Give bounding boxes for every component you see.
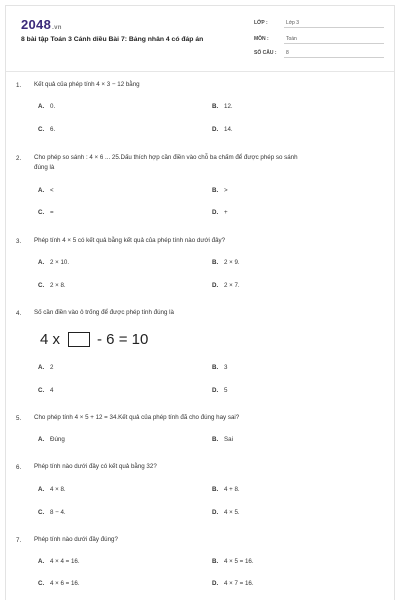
option-a[interactable]: A. 4 × 8. [38,486,66,493]
option-d[interactable]: D. 5 [212,387,228,394]
option-b[interactable]: B. Sai [212,436,233,443]
option-a[interactable]: A. < [38,187,54,194]
answer-box[interactable] [68,332,90,347]
option-a[interactable]: A. Đúng [38,436,65,443]
meta-subject: MÔN : Toán [254,34,384,44]
option-d[interactable]: D. 4 × 5. [212,509,240,516]
option-b[interactable]: B. 3 [212,364,228,371]
option-a[interactable]: A. 0. [38,103,56,110]
meta-question-count: SỐ CÂU : 8 [254,48,384,58]
option-b[interactable]: B. 2 × 9. [212,259,240,266]
meta-grade: LỚP : Lớp 3 [254,18,384,28]
option-a[interactable]: A. 2 [38,364,54,371]
option-c[interactable]: C. 4 [38,387,54,394]
option-a[interactable]: A. 4 × 4 = 16. [38,558,80,565]
option-b[interactable]: B. 4 + 8. [212,486,240,493]
site-logo[interactable]: 2048.vn [21,17,62,32]
option-b[interactable]: B. > [212,187,228,194]
option-d[interactable]: D. 4 × 7 = 16. [212,580,254,587]
option-d[interactable]: D. 14. [212,126,233,133]
option-b[interactable]: B. 4 × 5 = 16. [212,558,254,565]
page-title: 8 bài tập Toán 3 Cánh diều Bài 7: Bảng nhân 4 có đáp án [21,36,204,43]
option-c[interactable]: C. = [38,209,54,216]
option-c[interactable]: C. 8 − 4. [38,509,66,516]
option-c[interactable]: C. 2 × 8. [38,282,66,289]
option-c[interactable]: C. 4 × 6 = 16. [38,580,80,587]
option-c[interactable]: C. 6. [38,126,56,133]
worksheet-header [6,6,394,72]
equation: 4 x - 6 = 10 [40,330,149,348]
option-d[interactable]: D. + [212,209,228,216]
option-a[interactable]: A. 2 × 10. [38,259,70,266]
option-d[interactable]: D. 2 × 7. [212,282,240,289]
option-b[interactable]: B. 12. [212,103,233,110]
